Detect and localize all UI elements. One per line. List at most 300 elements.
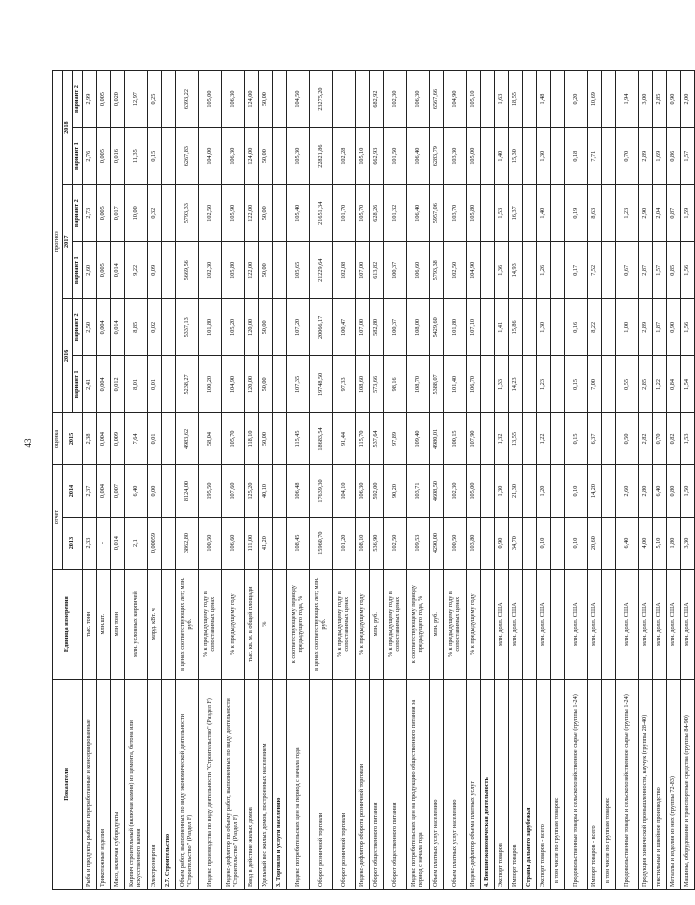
row-value: 1,40: [495, 128, 509, 185]
row-value: 105,80: [222, 242, 245, 299]
row-indicator: Объем работ, выполненных по виду экономической деятельности "Строительство" (Раздел F): [176, 679, 199, 889]
row-value: [162, 185, 176, 242]
row-value: 105,65: [287, 242, 310, 299]
row-value: [481, 413, 495, 465]
row-value: 122,00: [245, 242, 259, 299]
header-variant: вариант 2: [73, 71, 83, 128]
row-value: 7,00: [588, 356, 602, 413]
row-indicator: в том числе по группам товаров:: [602, 679, 616, 889]
row-value: [523, 128, 537, 185]
row-value: 1,59: [681, 185, 695, 242]
row-value: 102,30: [199, 242, 222, 299]
row-value: 108,60: [356, 356, 370, 413]
row-indicator: Электроэнергия: [148, 679, 162, 889]
row-value: 2,00: [681, 71, 695, 128]
row-value: 0,020: [111, 71, 125, 128]
table-row: [430, 71, 444, 890]
row-value: 14,23: [509, 356, 523, 413]
row-indicator: Кирпич строительный (включая камни) из цемента, бетона или искусственного камня: [125, 679, 148, 889]
row-value: 4608,50: [430, 465, 444, 517]
row-value: 582,80: [370, 299, 384, 356]
row-indicator: Машины, оборудование и транспортные средства (группы 84-90): [681, 679, 695, 889]
row-value: [273, 242, 287, 299]
table-row: [551, 71, 565, 890]
row-value: [551, 185, 565, 242]
row-value: 3,30: [681, 517, 695, 569]
row-value: 592,00: [370, 465, 384, 517]
row-value: 1,56: [681, 299, 695, 356]
row-value: 0,90: [667, 71, 681, 128]
table-row: [481, 71, 495, 890]
row-value: 7,52: [588, 242, 602, 299]
row-value: 103,70: [444, 185, 467, 242]
table-row: [97, 71, 111, 890]
row-value: 4,00: [639, 517, 653, 569]
header-year-2017: 2017: [63, 185, 73, 299]
row-unit: млн. долл. США: [639, 569, 653, 679]
table-row: [356, 71, 370, 890]
row-indicator: Объем платных услуг населению: [444, 679, 467, 889]
row-value: 0,02: [148, 299, 162, 356]
row-value: 124,00: [245, 128, 259, 185]
row-value: [333, 71, 356, 128]
row-value: 1,56: [681, 242, 695, 299]
header-variant: вариант 1: [73, 128, 83, 185]
row-unit: млн. долл. США: [667, 569, 681, 679]
row-value: 15,30: [509, 128, 523, 185]
row-value: 105,40: [287, 185, 310, 242]
row-value: 100,15: [444, 413, 467, 465]
row-value: 0,86: [667, 128, 681, 185]
row-indicator: 3. Торговля и услуги населению: [273, 679, 287, 889]
row-value: 14,20: [588, 465, 602, 517]
table-header: [53, 71, 83, 890]
row-value: 50,00: [259, 242, 273, 299]
row-value: 15,86: [509, 299, 523, 356]
row-value: [356, 71, 370, 128]
table-row: [384, 71, 407, 890]
row-value: 3,00: [639, 71, 653, 128]
row-value: 0,007: [111, 465, 125, 517]
row-value: [523, 356, 537, 413]
row-value: [162, 356, 176, 413]
row-value: 108,45: [287, 517, 310, 569]
row-value: 101,20: [333, 517, 356, 569]
row-value: [162, 128, 176, 185]
row-value: 10,69: [588, 71, 602, 128]
row-value: 2,89: [639, 128, 653, 185]
row-value: 102,50: [444, 242, 467, 299]
row-value: 2,37: [83, 465, 97, 517]
row-value: 573,66: [370, 356, 384, 413]
row-value: 4290,00: [430, 517, 444, 569]
header-year-2016: 2016: [63, 299, 73, 413]
table-row: [565, 71, 588, 890]
row-value: 102,50: [199, 185, 222, 242]
row-value: 105,70: [222, 413, 245, 465]
row-value: 8,01: [125, 356, 148, 413]
row-value: 1,63: [495, 71, 509, 128]
row-value: 58,04: [199, 413, 222, 465]
row-indicator: Удельный вес жилых домов, построенных населением: [259, 679, 273, 889]
row-value: 0,90: [667, 299, 681, 356]
row-value: 1,00: [616, 299, 639, 356]
row-value: 120,00: [245, 299, 259, 356]
row-value: 106,40: [407, 128, 430, 185]
row-value: 5,10: [653, 517, 667, 569]
row-value: 0,15: [565, 413, 588, 465]
row-value: 106,60: [222, 517, 245, 569]
row-value: 18,55: [509, 71, 523, 128]
row-value: 16,37: [509, 185, 523, 242]
row-value: [602, 413, 616, 465]
row-value: 0,00: [148, 465, 162, 517]
row-value: 108,10: [356, 517, 370, 569]
header-indicator: Показатели: [53, 679, 83, 889]
row-value: [273, 185, 287, 242]
row-unit: млн. долл. США: [537, 569, 551, 679]
table-row: [245, 71, 259, 890]
row-value: [602, 465, 616, 517]
row-unit: % к предыдущему году в сопоставимых ценах: [199, 569, 222, 679]
row-value: 120,00: [245, 356, 259, 413]
row-value: [602, 299, 616, 356]
row-value: 107,20: [287, 299, 310, 356]
row-unit: % к предыдущему году: [356, 569, 370, 679]
row-value: 5337,13: [176, 299, 199, 356]
row-value: 19748,50: [310, 356, 333, 413]
row-value: 0,85: [667, 242, 681, 299]
row-value: 101,70: [333, 185, 356, 242]
row-value: 0,01: [148, 413, 162, 465]
row-unit: [523, 569, 537, 679]
row-value: 2,82: [639, 413, 653, 465]
row-value: 0,10: [565, 517, 588, 569]
table-row: [259, 71, 273, 890]
row-value: 2,80: [639, 465, 653, 517]
row-value: 2,87: [639, 242, 653, 299]
row-value: [273, 128, 287, 185]
header-year-2014: 2014: [63, 465, 83, 517]
row-value: [602, 517, 616, 569]
row-value: 1,53: [495, 185, 509, 242]
row-value: 0,87: [667, 185, 681, 242]
row-value: 6567,66: [430, 71, 444, 128]
row-value: 107,10: [467, 299, 481, 356]
row-value: 0,90: [495, 517, 509, 569]
row-unit: млн. долл. США: [565, 569, 588, 679]
row-value: 8,85: [125, 299, 148, 356]
row-value: 662,93: [370, 128, 384, 185]
row-value: 0,18: [565, 128, 588, 185]
row-value: 90,20: [384, 465, 407, 517]
row-indicator: Оборот общественного питания: [370, 679, 384, 889]
row-value: [481, 71, 495, 128]
row-indicator: 2.7. Строительство: [162, 679, 176, 889]
row-value: 101,80: [199, 299, 222, 356]
row-value: [602, 242, 616, 299]
row-value: 10,00: [125, 185, 148, 242]
row-value: 0,017: [111, 185, 125, 242]
row-value: 1,57: [681, 128, 695, 185]
row-value: 0,15: [148, 128, 162, 185]
table-row: [639, 71, 653, 890]
row-value: 106,30: [407, 71, 430, 128]
row-unit: млн. долл. США: [588, 569, 602, 679]
table-row: [111, 71, 125, 890]
row-value: 6,40: [125, 465, 148, 517]
row-value: [162, 71, 176, 128]
row-value: 8,22: [588, 299, 602, 356]
row-value: [273, 465, 287, 517]
row-value: 2,04: [653, 185, 667, 242]
row-unit: млн. долл. США: [681, 569, 695, 679]
header-variant: вариант 2: [73, 185, 83, 242]
row-value: [162, 465, 176, 517]
row-value: 0,82: [667, 413, 681, 465]
row-value: [162, 242, 176, 299]
row-value: 1,32: [495, 413, 509, 465]
row-value: 0,016: [111, 128, 125, 185]
row-value: 118,10: [245, 413, 259, 465]
row-value: [273, 517, 287, 569]
row-value: 104,90: [444, 71, 467, 128]
row-value: 101,50: [384, 128, 407, 185]
row-unit: млн. долл. США: [653, 569, 667, 679]
table-rotator: [52, 70, 691, 890]
row-value: 2,85: [653, 71, 667, 128]
table-row: [588, 71, 602, 890]
row-value: 100,50: [199, 517, 222, 569]
row-value: 97,89: [384, 413, 407, 465]
row-value: 100,47: [333, 299, 356, 356]
row-value: 105,00: [199, 71, 222, 128]
row-value: 0,10: [565, 465, 588, 517]
row-value: 101,40: [444, 356, 467, 413]
indicators-table: [52, 70, 695, 890]
row-value: 107,00: [356, 242, 370, 299]
row-unit: млн. долл. США: [495, 569, 509, 679]
table-row: [444, 71, 467, 890]
table-body: [83, 71, 695, 890]
row-indicator: Индекс потребительских цен на продукцию общественного питания за период с начала года: [407, 679, 430, 889]
row-value: [481, 356, 495, 413]
row-value: 1,48: [537, 71, 551, 128]
row-unit: %: [259, 569, 273, 679]
row-indicator: Импорт товаров: [509, 679, 523, 889]
row-value: 102,30: [384, 71, 407, 128]
row-value: 0,005: [97, 242, 111, 299]
row-unit: % к предыдущему году: [467, 569, 481, 679]
row-value: 0,70: [653, 413, 667, 465]
row-value: 1,80: [667, 517, 681, 569]
row-indicator: Продовольственные товары и сельскохозяйственное сырье (группы 1-24): [565, 679, 588, 889]
row-value: 104,50: [287, 71, 310, 128]
row-value: 1,26: [537, 242, 551, 299]
row-value: 105,20: [222, 299, 245, 356]
row-unit: [481, 569, 495, 679]
row-value: [523, 185, 537, 242]
row-value: 34,70: [509, 517, 523, 569]
row-value: 0,005: [97, 71, 111, 128]
table-row: [222, 71, 245, 890]
row-unit: млн. руб.: [370, 569, 384, 679]
row-value: 0,25: [148, 71, 162, 128]
row-indicator: Мясо, включая субпродукты: [111, 679, 125, 889]
row-indicator: Импорт товаров - всего: [588, 679, 602, 889]
row-value: 101,80: [444, 299, 467, 356]
row-value: [551, 299, 565, 356]
row-value: 8124,00: [176, 465, 199, 517]
row-value: [523, 413, 537, 465]
row-value: 1,53: [681, 413, 695, 465]
row-indicator: 4. Внешнеэкономическая деятельность: [481, 679, 495, 889]
row-value: 41,20: [259, 517, 273, 569]
row-value: 101,32: [384, 185, 407, 242]
row-value: 103,30: [444, 128, 467, 185]
row-value: 100,37: [384, 299, 407, 356]
table-row: [176, 71, 199, 890]
row-value: [602, 71, 616, 128]
row-value: 0,009: [111, 413, 125, 465]
row-indicator: Экспорт товаров - всего: [537, 679, 551, 889]
row-value: 106,48: [287, 465, 310, 517]
row-value: [523, 299, 537, 356]
row-value: 107,60: [222, 465, 245, 517]
row-value: 1,30: [537, 128, 551, 185]
row-value: 21229,64: [310, 242, 333, 299]
row-value: 2,89: [639, 299, 653, 356]
row-value: 115,70: [356, 413, 370, 465]
row-value: 0,09: [148, 242, 162, 299]
row-value: -: [97, 517, 111, 569]
row-value: 100,37: [384, 242, 407, 299]
table-row: [162, 71, 176, 890]
row-indicator: Металлы и изделия из них (группы 72-83): [667, 679, 681, 889]
row-value: 105,70: [356, 185, 370, 242]
row-value: [551, 413, 565, 465]
row-value: 103,80: [467, 517, 481, 569]
header-forecast: прогноз: [53, 71, 63, 413]
header-unit: Единица измерения: [53, 569, 83, 679]
row-value: 105,10: [356, 128, 370, 185]
table-row: [653, 71, 667, 890]
row-value: 1,33: [495, 356, 509, 413]
row-indicator: Оборот розничной торговли: [310, 679, 333, 889]
row-value: 107,00: [356, 299, 370, 356]
table-row: [333, 71, 356, 890]
row-value: 0,17: [565, 242, 588, 299]
row-unit: [273, 569, 287, 679]
row-value: 18683,54: [310, 413, 333, 465]
row-value: 2,1: [125, 517, 148, 569]
row-value: 105,00: [467, 465, 481, 517]
row-value: 98,16: [384, 356, 407, 413]
row-value: 122,00: [245, 185, 259, 242]
row-value: 40,10: [259, 465, 273, 517]
row-value: 12,97: [125, 71, 148, 128]
row-value: 0,67: [616, 242, 639, 299]
row-value: 613,82: [370, 242, 384, 299]
header-variant: вариант 1: [73, 242, 83, 299]
table-row: [273, 71, 287, 890]
row-value: [551, 356, 565, 413]
table-row: [681, 71, 695, 890]
row-unit: в ценах соответствующих лет; млн. руб.: [176, 569, 199, 679]
row-unit: [162, 569, 176, 679]
row-value: 6393,22: [176, 71, 199, 128]
row-value: 15960,70: [310, 517, 333, 569]
row-value: 104,90: [467, 242, 481, 299]
row-value: 2,73: [83, 185, 97, 242]
row-value: [551, 465, 565, 517]
row-unit: [602, 569, 616, 679]
row-value: 111,00: [245, 517, 259, 569]
row-value: 2,50: [83, 299, 97, 356]
row-value: [523, 465, 537, 517]
row-indicator: Продовольственные товары и сельскохозяйственное сырье (группы 1-24): [616, 679, 639, 889]
row-value: 97,33: [333, 356, 356, 413]
row-value: 11,35: [125, 128, 148, 185]
row-value: 1,57: [653, 242, 667, 299]
table-row: [467, 71, 481, 890]
row-value: 5429,60: [430, 299, 444, 356]
header-report: отчет: [53, 465, 63, 569]
row-value: [273, 71, 287, 128]
row-value: [481, 185, 495, 242]
row-value: 13,55: [509, 413, 523, 465]
row-value: 2,41: [83, 356, 97, 413]
row-value: 20066,17: [310, 299, 333, 356]
row-value: 5388,07: [430, 356, 444, 413]
row-value: 105,80: [467, 185, 481, 242]
row-value: 106,30: [222, 71, 245, 128]
row-value: 106,60: [407, 242, 430, 299]
row-value: 0,55: [616, 356, 639, 413]
row-value: 115,45: [287, 413, 310, 465]
row-value: 6,37: [588, 413, 602, 465]
row-indicator: Продукция химической промышленности, каучук (группы 28-40): [639, 679, 653, 889]
row-value: 91,44: [333, 413, 356, 465]
row-indicator: Объем платных услуг населению: [430, 679, 444, 889]
table-row: [287, 71, 310, 890]
row-value: 1,22: [653, 356, 667, 413]
row-value: [162, 299, 176, 356]
row-value: 20,60: [588, 517, 602, 569]
header-year-2015: 2015: [63, 413, 83, 465]
row-value: 682,92: [370, 71, 384, 128]
table-row: [125, 71, 148, 890]
row-value: 0,15: [565, 356, 588, 413]
row-value: 0,00059: [148, 517, 162, 569]
row-value: 2,85: [639, 356, 653, 413]
table-row: [148, 71, 162, 890]
row-unit: % к предыдущему году в сопоставимых ценах: [444, 569, 467, 679]
row-value: [273, 299, 287, 356]
row-value: 104,00: [199, 128, 222, 185]
row-value: [551, 242, 565, 299]
row-value: 103,71: [407, 465, 430, 517]
rotated-table-area: [52, 70, 691, 890]
row-unit: млн. долл. США: [509, 569, 523, 679]
row-value: 50,00: [259, 128, 273, 185]
row-value: 6,40: [653, 465, 667, 517]
row-value: 106,30: [222, 128, 245, 185]
row-value: 108,00: [407, 299, 430, 356]
row-value: [162, 517, 176, 569]
row-value: 2,60: [83, 242, 97, 299]
row-value: 124,00: [245, 71, 259, 128]
